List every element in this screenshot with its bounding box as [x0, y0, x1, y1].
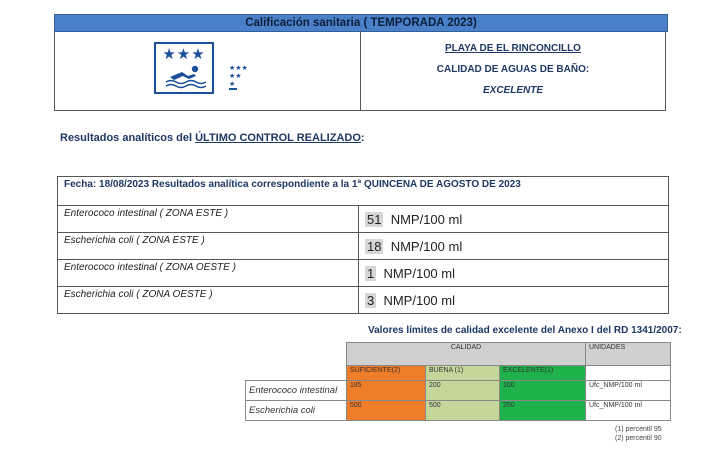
- limit-value: 100: [500, 380, 586, 400]
- result-unit: NMP/100 ml: [383, 265, 455, 281]
- blank-cell: [246, 343, 347, 366]
- badge-stars: ★★★: [162, 45, 206, 63]
- swimmer-icon: [164, 64, 206, 90]
- table-row: [58, 260, 669, 287]
- parameter-label: Escherichia coli ( ZONA ESTE ): [58, 233, 359, 260]
- results-date: Fecha: 18/08/2023 Resultados analítica correspondiente a la 1ª QUINCENA DE AGOSTO DE 2023: [58, 177, 669, 206]
- svg-text:★★: ★★: [229, 72, 242, 80]
- limit-value: 500: [347, 400, 426, 420]
- blue-flag-badge: [154, 42, 214, 94]
- results-heading-highlight: ÚLTIMO CONTROL REALIZADO: [195, 132, 361, 144]
- result-number: 18: [367, 238, 382, 254]
- limits-table: [245, 342, 671, 421]
- blank-cell: [246, 366, 347, 381]
- table-row: [246, 400, 671, 420]
- madrid-flag-icon: [226, 62, 256, 92]
- col-suficiente: SUFICIENTE(2): [347, 366, 426, 381]
- beach-info: [362, 38, 664, 101]
- limit-value: 185: [347, 380, 426, 400]
- blank-cell: [586, 366, 671, 381]
- parameter-label: Escherichia coli ( ZONA OESTE ): [58, 287, 359, 314]
- table-row: [58, 287, 669, 314]
- table-row: [58, 233, 669, 260]
- result-unit: NMP/100 ml: [390, 238, 463, 254]
- result-number: 1: [367, 265, 375, 281]
- result-unit: NMP/100 ml: [390, 211, 463, 227]
- limit-value: 250: [500, 400, 586, 420]
- header-divider: [360, 31, 361, 111]
- results-heading-suffix: :: [360, 132, 365, 144]
- limit-unit: Ufc_NMP/100 ml: [586, 380, 671, 400]
- limits-columns-row: [246, 366, 671, 381]
- calidad-header: CALIDAD: [347, 343, 586, 366]
- parameter-label: Enterococo intestinal ( ZONA ESTE ): [58, 206, 359, 233]
- results-date-row: [58, 177, 669, 206]
- table-row: [58, 206, 669, 233]
- parameter-value: [359, 287, 669, 314]
- footnote: (2) percentil 90: [615, 435, 662, 442]
- limits-heading: Valores límites de calidad excelente del Anexo I del RD 1341/2007:: [368, 325, 682, 336]
- parameter-value: [359, 233, 669, 260]
- quality-value: EXCELENTE: [482, 85, 543, 96]
- result-number: 3: [367, 292, 375, 308]
- col-excelente: EXCELENTE(1): [500, 366, 586, 381]
- limit-value: 500: [426, 400, 500, 420]
- limit-row-label: Escherichia coli: [246, 400, 347, 420]
- parameter-value: [359, 206, 669, 233]
- season-title-bar: [54, 14, 668, 32]
- result-unit: NMP/100 ml: [383, 292, 455, 308]
- quality-label: CALIDAD DE AGUAS DE BAÑO:: [436, 64, 590, 75]
- result-number: 51: [367, 211, 382, 227]
- svg-text:★: ★: [229, 80, 236, 88]
- col-buena: BUENA (1): [426, 366, 500, 381]
- results-table: [57, 176, 669, 314]
- footnote: (1) percentil 95: [615, 426, 662, 433]
- results-heading: [60, 132, 365, 144]
- beach-name: PLAYA DE EL RINCONCILLO: [445, 43, 581, 54]
- limits-header-row: [246, 343, 671, 366]
- unidades-header: UNIDADES: [586, 343, 671, 366]
- parameter-value: [359, 260, 669, 287]
- table-row: [246, 380, 671, 400]
- limit-row-label: Enterococo intestinal: [246, 380, 347, 400]
- parameter-label: Enterococo intestinal ( ZONA OESTE ): [58, 260, 359, 287]
- season-title: Calificación sanitaria ( TEMPORADA 2023): [245, 17, 477, 29]
- footnotes: [615, 425, 662, 443]
- svg-text:★★★: ★★★: [229, 64, 248, 72]
- limit-value: 200: [426, 380, 500, 400]
- limit-unit: Ufc_NMP/100 ml: [586, 400, 671, 420]
- results-heading-prefix: Resultados analíticos del: [60, 132, 196, 144]
